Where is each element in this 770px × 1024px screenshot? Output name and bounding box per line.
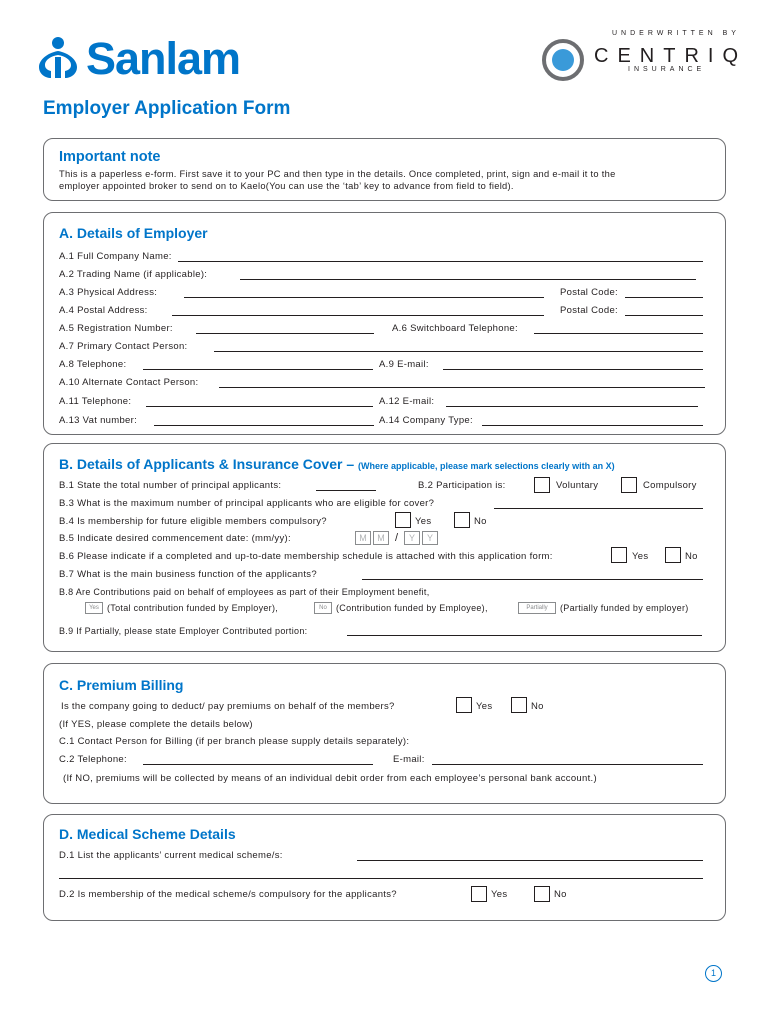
date-year-2-field[interactable]: Y [422,531,438,545]
a7-label: A.7 Primary Contact Person: [59,341,188,352]
section-a-title: A. Details of Employer [59,225,208,241]
b4-no-checkbox[interactable] [454,512,470,528]
business-function-field[interactable] [362,579,703,580]
section-b-heading: B. Details of Applicants & Insurance Cover – [59,456,355,472]
b8-yes-text: (Total contribution funded by Employer), [107,603,279,613]
b2-label: B.2 Participation is: [418,480,506,491]
b8-label: B.8 Are Contributions paid on behalf of employees as part of their Employment benefit, [59,587,430,597]
b6-yes-label: Yes [632,551,649,562]
b4-label: B.4 Is membership for future eligible members compulsory? [59,516,327,527]
company-type-field[interactable] [482,425,703,426]
b8-partially-text: (Partially funded by employer) [560,603,689,613]
important-note-title: Important note [59,149,161,165]
physical-address-field[interactable] [184,297,544,298]
b3-label: B.3 What is the maximum number of principal applicants who are eligible for cover? [59,498,435,509]
d1-label: D.1 List the applicants’ current medical scheme/s: [59,850,283,861]
alternate-telephone-field[interactable] [146,406,373,407]
section-b-title [59,456,615,472]
c-yes-label: Yes [476,701,493,712]
date-month-1-field[interactable]: M [355,531,371,545]
d2-yes-checkbox[interactable] [471,886,487,902]
max-applicants-field[interactable] [494,508,703,509]
vat-number-field[interactable] [154,425,374,426]
a5-label: A.5 Registration Number: [59,323,173,334]
b8-no-checkbox[interactable]: No [314,602,332,614]
important-note-line-1: This is a paperless e-form. First save it to your PC and then type in the details. Once completed, print, sign and e-mail it to the [59,169,616,179]
physical-postal-code-field[interactable] [625,297,703,298]
underwritten-by-label: UNDERWRITTEN BY [612,30,740,37]
b9-label: B.9 If Partially, please state Employer Contributed portion: [59,626,308,636]
billing-telephone-field[interactable] [143,764,373,765]
centriq-wordmark: CENTRIQ [594,45,747,67]
date-separator: / [395,532,399,544]
b4-yes-checkbox[interactable] [395,512,411,528]
sanlam-shield-icon [37,35,79,79]
c-if-yes-note: (If YES, please complete the details below) [59,719,253,730]
a14-label: A.14 Company Type: [379,415,473,426]
billing-email-field[interactable] [432,764,703,765]
date-month-2-field[interactable]: M [373,531,389,545]
b4-yes-label: Yes [415,516,432,527]
d2-yes-label: Yes [491,889,508,900]
employer-portion-field[interactable] [347,635,702,636]
c2-email-label: E-mail: [393,754,425,765]
full-company-name-field[interactable] [178,261,703,262]
b8-yes-checkbox[interactable]: Yes [85,602,103,614]
c-no-checkbox[interactable] [511,697,527,713]
switchboard-telephone-field[interactable] [534,333,703,334]
sanlam-wordmark: Sanlam [86,33,241,84]
b6-yes-checkbox[interactable] [611,547,627,563]
b6-label: B.6 Please indicate if a completed and up-to-date membership schedule is attached with this application form: [59,551,553,562]
a8-label: A.8 Telephone: [59,359,127,370]
total-applicants-field[interactable] [316,490,376,491]
b5-label: B.5 Indicate desired commencement date: (mm/yy): [59,533,291,544]
c1-label: C.1 Contact Person for Billing (if per branch please supply details separately): [59,736,410,747]
telephone-field[interactable] [143,369,373,370]
d2-no-label: No [554,889,567,900]
important-note-line-2: employer appointed broker to send on to Kaelo(You can use the ‘tab’ key to advance from field to field). [59,181,514,191]
a10-label: A.10 Alternate Contact Person: [59,377,199,388]
b8-no-text: (Contribution funded by Employee), [336,603,488,613]
compulsory-checkbox[interactable] [621,477,637,493]
medical-scheme-field-line-2[interactable] [59,878,703,879]
centriq-ring-icon [540,37,586,83]
section-c-title: C. Premium Billing [59,677,184,693]
a3-postal-label: Postal Code: [560,287,618,298]
voluntary-label: Voluntary [556,480,599,491]
a9-label: A.9 E-mail: [379,359,429,370]
a3-label: A.3 Physical Address: [59,287,158,298]
c-question: Is the company going to deduct/ pay premiums on behalf of the members? [61,701,395,712]
a12-label: A.12 E-mail: [379,396,435,407]
b6-no-checkbox[interactable] [665,547,681,563]
a4-postal-label: Postal Code: [560,305,618,316]
medical-scheme-field[interactable] [357,860,703,861]
b6-no-label: No [685,551,698,562]
page-number: 1 [705,965,722,982]
form-title: Employer Application Form [43,98,291,119]
insurance-label: INSURANCE [628,66,706,73]
section-d-title: D. Medical Scheme Details [59,826,236,842]
date-year-1-field[interactable]: Y [404,531,420,545]
section-b-subtitle: (Where applicable, please mark selections clearly with an X) [358,461,615,471]
primary-contact-person-field[interactable] [214,351,703,352]
c-yes-checkbox[interactable] [456,697,472,713]
postal-postal-code-field[interactable] [625,315,703,316]
trading-name-field[interactable] [240,279,696,280]
c2-label: C.2 Telephone: [59,754,127,765]
registration-number-field[interactable] [196,333,374,334]
postal-address-field[interactable] [172,315,544,316]
a1-label: A.1 Full Company Name: [59,251,172,262]
voluntary-checkbox[interactable] [534,477,550,493]
email-field[interactable] [443,369,703,370]
a4-label: A.4 Postal Address: [59,305,148,316]
compulsory-label: Compulsory [643,480,697,491]
alternate-contact-person-field[interactable] [219,387,705,388]
b8-partially-checkbox[interactable]: Partially [518,602,556,614]
alternate-email-field[interactable] [446,406,698,407]
c-no-label: No [531,701,544,712]
a2-label: A.2 Trading Name (if applicable): [59,269,208,280]
b7-label: B.7 What is the main business function of the applicants? [59,569,317,580]
c-if-no-note: (If NO, premiums will be collected by means of an individual debit order from each employee’s personal bank account.) [63,773,597,784]
a6-label: A.6 Switchboard Telephone: [392,323,518,334]
b4-no-label: No [474,516,487,527]
b1-label: B.1 State the total number of principal applicants: [59,480,282,491]
d2-label: D.2 Is membership of the medical scheme/s compulsory for the applicants? [59,889,397,900]
d2-no-checkbox[interactable] [534,886,550,902]
a13-label: A.13 Vat number: [59,415,138,426]
a11-label: A.11 Telephone: [59,396,132,407]
